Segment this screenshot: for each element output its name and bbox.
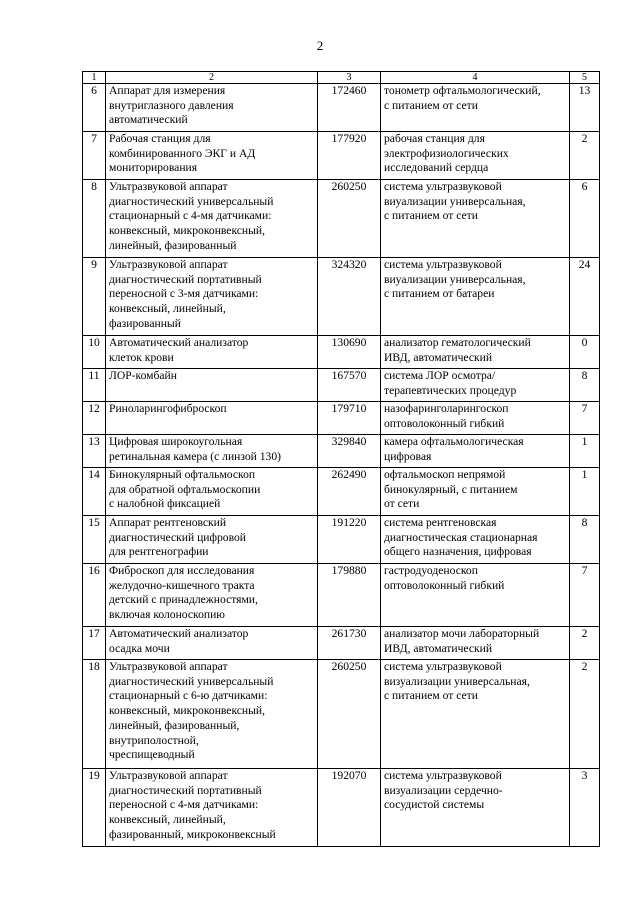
table-row <box>83 180 600 258</box>
table-row <box>83 564 600 627</box>
header-cell-3: 3 <box>318 72 381 84</box>
device-type-cell-text: анализатор мочи лабораторный ИВД, автоматический <box>384 627 540 655</box>
equipment-name-cell-text: Автоматический анализатор клеток крови <box>109 336 249 364</box>
table-row <box>83 627 600 660</box>
device-type-cell-text: рабочая станция для электрофизиологических исследований сердца <box>384 132 509 175</box>
table-row <box>83 468 600 516</box>
device-type-cell <box>381 84 570 132</box>
table-row <box>83 769 600 847</box>
table-row <box>83 660 600 769</box>
row-number-cell-text: 15 <box>88 516 100 529</box>
nkmi-code-cell-text: 261730 <box>331 627 367 640</box>
row-number-cell-text: 18 <box>88 660 100 673</box>
device-type-cell <box>381 435 570 468</box>
equipment-name-cell-text: Аппарат для измерения внутриглазного давления автоматический <box>109 84 234 127</box>
equipment-name-cell-text: Ультразвуковой аппарат диагностический универсальный стационарный с 4-мя датчиками: конвексный, микроконвексный, линейный, фазированный <box>109 180 274 252</box>
nkmi-code-cell <box>318 468 381 516</box>
device-type-cell <box>381 660 570 769</box>
row-number-cell-text: 19 <box>88 769 100 782</box>
equipment-name-cell <box>106 769 318 847</box>
device-type-cell-text: система ультразвуковой визуализации сердечно- сосудистой системы <box>384 769 503 812</box>
quantity-cell-text: 24 <box>578 258 591 271</box>
device-type-cell-text: система ЛОР осмотра/ терапевтических процедур <box>384 369 517 397</box>
quantity-cell <box>570 769 600 847</box>
quantity-cell-text: 3 <box>581 769 588 782</box>
row-number-cell <box>83 435 106 468</box>
row-number-cell-text: 7 <box>91 132 97 145</box>
row-number-cell <box>83 402 106 435</box>
quantity-cell <box>570 132 600 180</box>
equipment-name-cell <box>106 180 318 258</box>
row-number-cell-text: 9 <box>91 258 97 271</box>
nkmi-code-cell <box>318 84 381 132</box>
nkmi-code-cell-text: 260250 <box>331 180 367 193</box>
device-type-cell <box>381 627 570 660</box>
device-type-cell <box>381 516 570 564</box>
nkmi-code-cell <box>318 769 381 847</box>
nkmi-code-cell <box>318 435 381 468</box>
device-type-cell <box>381 132 570 180</box>
header-cell-4: 4 <box>381 72 570 84</box>
nkmi-code-cell-text: 260250 <box>331 660 367 673</box>
equipment-name-cell <box>106 132 318 180</box>
quantity-cell-text: 7 <box>581 402 588 415</box>
equipment-name-cell-text: ЛОР-комбайн <box>109 369 177 382</box>
row-number-cell <box>83 336 106 369</box>
nkmi-code-cell-text: 172460 <box>331 84 367 97</box>
table-row <box>83 516 600 564</box>
table-row <box>83 132 600 180</box>
quantity-cell-text: 2 <box>581 627 588 640</box>
quantity-cell-text: 1 <box>581 435 588 448</box>
nkmi-code-cell <box>318 369 381 402</box>
row-number-cell <box>83 132 106 180</box>
row-number-cell <box>83 627 106 660</box>
device-type-cell-text: система ультразвуковой виуализации универсальная, с питанием от сети <box>384 180 526 223</box>
nkmi-code-cell-text: 192070 <box>331 769 367 782</box>
quantity-cell <box>570 258 600 336</box>
device-type-cell-text: назофаринголарингоскоп оптоволоконный гибкий <box>384 402 509 430</box>
table-row <box>83 84 600 132</box>
quantity-cell-text: 8 <box>581 369 588 382</box>
quantity-cell <box>570 564 600 627</box>
table-row <box>83 402 600 435</box>
header-row <box>83 72 600 84</box>
page-number: 2 <box>316 38 324 53</box>
device-type-cell-text: система ультразвуковой виуализации универсальная, с питанием от батареи <box>384 258 526 301</box>
device-type-cell <box>381 369 570 402</box>
equipment-name-cell-text: Ультразвуковой аппарат диагностический универсальный стационарный с 6-ю датчиками: конвексный, микроконвексный, линейный, фазированный, внутриполостной, чреспищеводный <box>109 660 274 762</box>
quantity-cell <box>570 660 600 769</box>
device-type-cell-text: тонометр офтальмологический, с питанием от сети <box>384 84 541 112</box>
row-number-cell-text: 11 <box>88 369 100 382</box>
row-number-cell <box>83 84 106 132</box>
table-row <box>83 258 600 336</box>
nkmi-code-cell-text: 179880 <box>331 564 367 577</box>
quantity-cell-text: 1 <box>581 468 588 481</box>
device-type-cell <box>381 769 570 847</box>
quantity-cell-text: 6 <box>581 180 588 193</box>
equipment-name-cell <box>106 402 318 435</box>
device-type-cell-text: система рентгеновская диагностическая стационарная общего назначения, цифровая <box>384 516 538 559</box>
nkmi-code-cell-text: 167570 <box>331 369 367 382</box>
device-type-cell-text: система ультразвуковой визуализации универсальная, с питанием от сети <box>384 660 530 703</box>
row-number-cell-text: 17 <box>88 627 100 640</box>
row-number-cell-text: 14 <box>88 468 100 481</box>
nkmi-code-cell-text: 177920 <box>331 132 367 145</box>
quantity-cell <box>570 336 600 369</box>
equipment-name-cell-text: Ультразвуковой аппарат диагностический портативный переносной с 3-мя датчиками: конвексный, линейный, фазированный <box>109 258 262 330</box>
quantity-cell <box>570 435 600 468</box>
equipment-name-cell-text: Аппарат рентгеновский диагностический цифровой для рентгенографии <box>109 516 246 559</box>
quantity-cell-text: 0 <box>581 336 588 349</box>
nkmi-code-cell-text: 191220 <box>331 516 367 529</box>
header-cell-1: 1 <box>83 72 106 84</box>
quantity-cell-text: 2 <box>581 660 588 673</box>
equipment-name-cell-text: Цифровая широкоугольная ретинальная камера (с линзой 130) <box>109 435 282 463</box>
quantity-cell-text: 8 <box>581 516 588 529</box>
device-type-cell <box>381 564 570 627</box>
device-type-cell <box>381 258 570 336</box>
equipment-name-cell-text: Рабочая станция для комбинированного ЭКГ и АД мониторирования <box>109 132 256 175</box>
quantity-cell-text: 13 <box>578 84 591 97</box>
device-type-cell-text: гастродуоденоскоп оптоволоконный гибкий <box>384 564 505 592</box>
row-number-cell-text: 6 <box>91 84 97 97</box>
row-number-cell <box>83 369 106 402</box>
header-cell-5: 5 <box>570 72 600 84</box>
equipment-name-cell <box>106 369 318 402</box>
nkmi-code-cell <box>318 564 381 627</box>
nkmi-code-cell <box>318 180 381 258</box>
nkmi-code-cell <box>318 132 381 180</box>
row-number-cell <box>83 468 106 516</box>
equipment-name-cell <box>106 336 318 369</box>
equipment-name-cell <box>106 468 318 516</box>
header-cell-2: 2 <box>106 72 318 84</box>
row-number-cell-text: 13 <box>88 435 100 448</box>
device-type-cell-text: офтальмоскоп непрямой бинокулярный, с питанием от сети <box>384 468 518 511</box>
device-type-cell <box>381 180 570 258</box>
quantity-cell-text: 7 <box>581 564 588 577</box>
device-type-cell-text: камера офтальмологическая цифровая <box>384 435 524 463</box>
nkmi-code-cell <box>318 516 381 564</box>
nkmi-code-cell <box>318 627 381 660</box>
nkmi-code-cell-text: 179710 <box>331 402 367 415</box>
equipment-name-cell <box>106 258 318 336</box>
equipment-name-cell-text: Бинокулярный офтальмоскоп для обратной офтальмоскопии с налобной фиксацией <box>109 468 261 511</box>
device-type-cell-text: анализатор гематологический ИВД, автоматический <box>384 336 531 364</box>
nkmi-code-cell-text: 329840 <box>331 435 367 448</box>
table-row <box>83 369 600 402</box>
quantity-cell <box>570 369 600 402</box>
equipment-name-cell <box>106 564 318 627</box>
equipment-name-cell <box>106 660 318 769</box>
row-number-cell-text: 10 <box>88 336 100 349</box>
quantity-cell <box>570 180 600 258</box>
nkmi-code-cell-text: 262490 <box>331 468 367 481</box>
row-number-cell-text: 16 <box>88 564 100 577</box>
equipment-name-cell <box>106 84 318 132</box>
row-number-cell <box>83 516 106 564</box>
device-type-cell <box>381 336 570 369</box>
device-type-cell <box>381 402 570 435</box>
row-number-cell <box>83 564 106 627</box>
row-number-cell-text: 12 <box>88 402 100 415</box>
equipment-name-cell <box>106 516 318 564</box>
quantity-cell <box>570 516 600 564</box>
row-number-cell <box>83 660 106 769</box>
quantity-cell <box>570 402 600 435</box>
equipment-name-cell-text: Риноларингофиброскоп <box>109 402 227 415</box>
quantity-cell-text: 2 <box>581 132 588 145</box>
table-row <box>83 336 600 369</box>
nkmi-code-cell <box>318 660 381 769</box>
equipment-name-cell <box>106 627 318 660</box>
quantity-cell <box>570 627 600 660</box>
row-number-cell <box>83 180 106 258</box>
equipment-name-cell-text: Автоматический анализатор осадка мочи <box>109 627 249 655</box>
nkmi-code-cell-text: 130690 <box>331 336 367 349</box>
row-number-cell <box>83 258 106 336</box>
table-row <box>83 435 600 468</box>
device-type-cell <box>381 468 570 516</box>
nkmi-code-cell <box>318 336 381 369</box>
row-number-cell <box>83 769 106 847</box>
equipment-table <box>82 71 600 847</box>
nkmi-code-cell <box>318 258 381 336</box>
quantity-cell <box>570 84 600 132</box>
equipment-name-cell-text: Фиброскоп для исследования желудочно-кишечного тракта детский с принадлежностями, включая колоноскопию <box>109 564 258 622</box>
nkmi-code-cell <box>318 402 381 435</box>
equipment-name-cell-text: Ультразвуковой аппарат диагностический портативный переносной с 4-мя датчиками: конвексный, линейный, фазированный, микроконвексный <box>109 769 276 841</box>
quantity-cell <box>570 468 600 516</box>
row-number-cell-text: 8 <box>91 180 97 193</box>
nkmi-code-cell-text: 324320 <box>331 258 367 271</box>
equipment-name-cell <box>106 435 318 468</box>
